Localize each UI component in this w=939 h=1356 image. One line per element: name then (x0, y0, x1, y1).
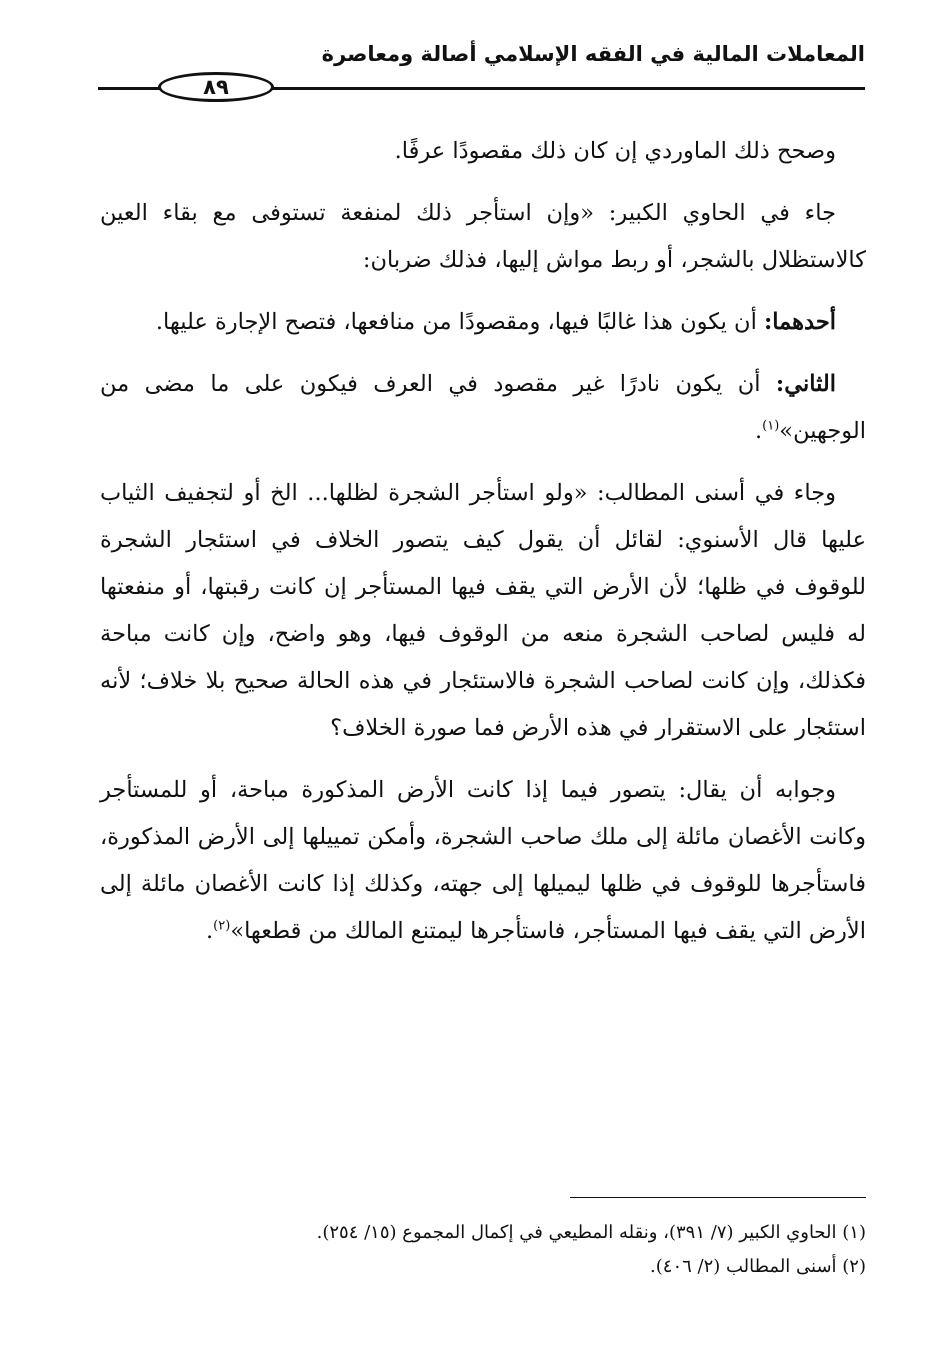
page-number-oval (158, 72, 274, 102)
page-header (98, 30, 865, 110)
body-text (100, 128, 866, 970)
paragraph-6-end: . (206, 918, 214, 944)
paragraph-3-text: أن يكون هذا غالبًا فيها، ومقصودًا من منافعها، فتصح الإجارة عليها. (155, 309, 764, 335)
paragraph-4 (100, 361, 866, 455)
paragraph-2: جاء في الحاوي الكبير: «وإن استأجر ذلك لمنفعة تستوفى مع بقاء العين كالاستظلال بالشجر، أو ربط مواش إليها، فذلك ضربان: (100, 200, 866, 273)
footnote-ref-2: (٢) (213, 918, 231, 934)
paragraph-6 (100, 767, 866, 955)
paragraph-6-text: وجوابه أن يقال: يتصور فيما إذا كانت الأرض المذكورة مباحة، أو للمستأجر وكانت الأغصان مائلة إلى ملك صاحب الشجرة، وأمكن تمييلها إلى الأرض المذكورة، فاستأجرها للوقوف في ظلها ليميلها إلى جهته، وكذلك إذا كانت الأغصان مائلة إلى الأرض التي يقف فيها المستأجر، فاستأجرها ليمتنع المالك من قطعها» (100, 777, 866, 944)
page-number: ٨٩ (203, 74, 229, 99)
paragraph-4-lead: الثاني: (775, 371, 836, 397)
footnote-1: (١) الحاوي الكبير (٧/ ٣٩١)، ونقله المطيعي في إكمال المجموع (١٥/ ٢٥٤). (316, 1222, 866, 1243)
footnote-separator (570, 1197, 866, 1198)
footnote-ref-1: (١) (762, 418, 780, 434)
footnotes (100, 1216, 866, 1284)
paragraph-1: وصحح ذلك الماوردي إن كان ذلك مقصودًا عرفًا. (394, 138, 836, 164)
paragraph-4-text: أن يكون نادرًا غير مقصود في العرف فيكون على ما مضى من الوجهين» (100, 371, 866, 444)
paragraph-3-lead: أحدهما: (763, 309, 836, 335)
paragraph-4-end: . (755, 418, 763, 444)
footnote-2: (٢) أسنى المطالب (٢/ ٤٠٦). (650, 1256, 866, 1277)
running-title: المعاملات المالية في الفقه الإسلامي أصالة ومعاصرة (321, 42, 865, 66)
paragraph-3 (100, 299, 866, 346)
paragraph-5: وجاء في أسنى المطالب: «ولو استأجر الشجرة لظلها... الخ أو لتجفيف الثياب عليها قال الأسنوي: لقائل أن يقول كيف يتصور الخلاف في استئجار الشجرة للوقوف في ظلها؛ لأن الأرض التي يقف فيها المستأجر إن كانت رقبتها، أو منفعتها له فليس لصاحب الشجرة منعه من الوقوف فيها، وهو واضح، وإن كانت مباحة فكذلك، وإن كانت لصاحب الشجرة فالاستئجار في هذه الحالة صحيح بلا خلاف؛ لأنه استئجار على الاستقرار في هذه الأرض فما صورة الخلاف؟ (100, 480, 866, 741)
